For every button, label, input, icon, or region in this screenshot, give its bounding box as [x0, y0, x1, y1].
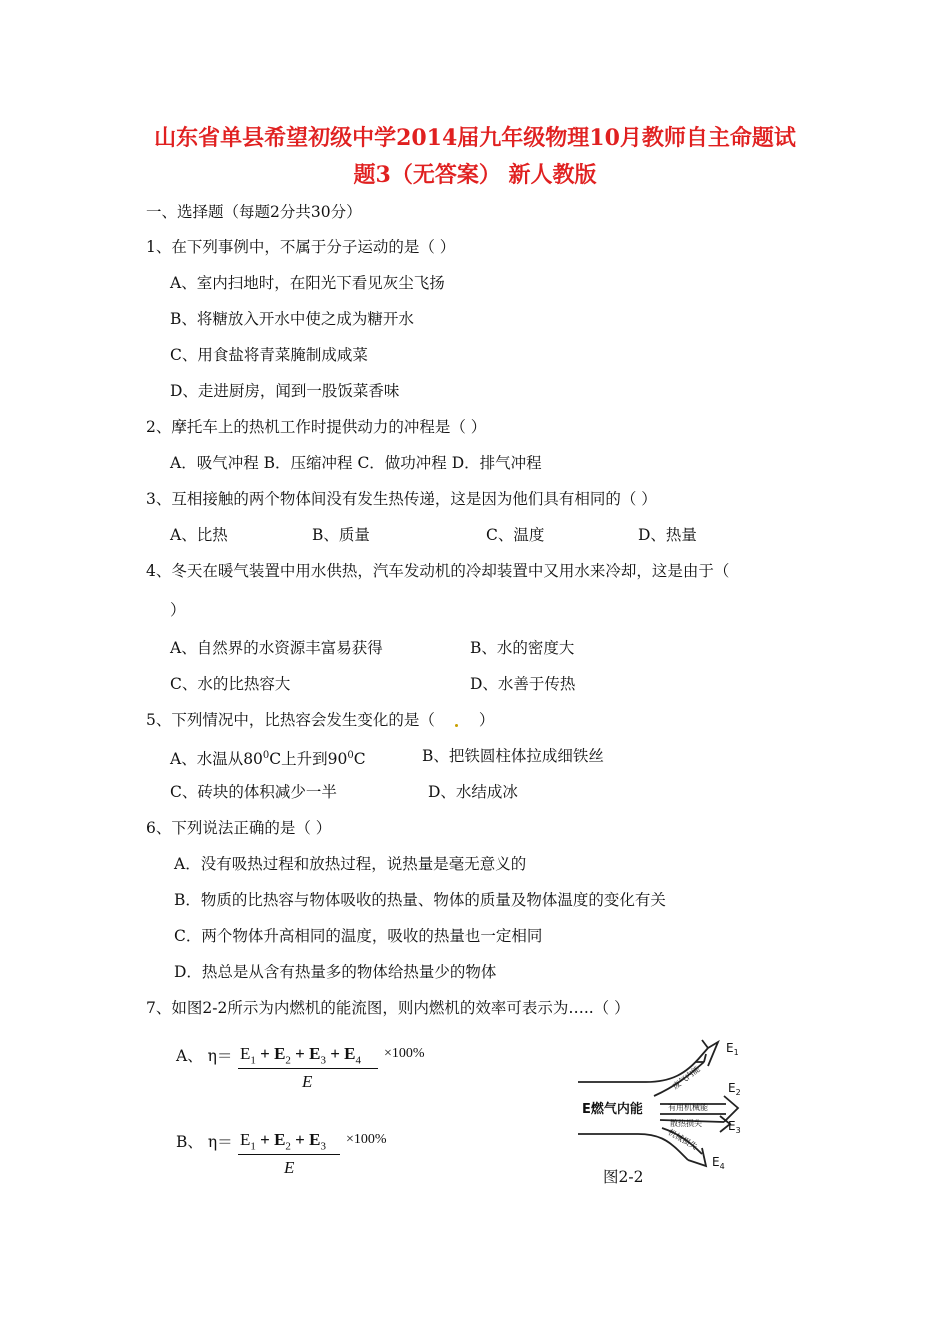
q2-options: A．吸气冲程 B．压缩冲程 C．做功冲程 D．排气冲程 [170, 454, 542, 472]
q5-option-d: D、水结成冰 [428, 783, 518, 801]
q3-option-b: B、质量 [312, 526, 370, 544]
fraction-bar [238, 1154, 340, 1155]
q1-option-b: B、将糖放入开水中使之成为糖开水 [170, 310, 414, 328]
formula-b-numerator: $E_1 + E_2 + E_3$ [240, 1130, 326, 1153]
q3-option-d: D、热量 [638, 526, 697, 544]
q5-stem-text: 5、下列情况中，比热容会发生变化的是（ [146, 711, 435, 729]
q5-option-c: C、砖块的体积减少一半 [170, 783, 337, 801]
dot-mark-icon [455, 724, 458, 727]
q5-stem-close: ） [478, 711, 495, 729]
q6-option-d: D．热总是从含有热量多的物体给热量少的物体 [174, 963, 497, 981]
q7-option-b-label: B、 η＝ [176, 1133, 233, 1151]
q5-option-b: B、把铁圆柱体拉成细铁丝 [422, 747, 604, 765]
figure-caption: 图2-2 [603, 1168, 644, 1186]
doc-title-line1: 山东省单县希望初级中学2014届九年级物理10月教师自主命题试 [154, 125, 796, 151]
q7-formula-a [238, 1040, 438, 1092]
q5-option-a: A、水温从$80^0C$上升到$90^0C$ [170, 750, 366, 769]
q1-stem: 1、在下列事例中，不属于分子运动的是（ ） [146, 238, 456, 256]
q1-option-d: D、走进厨房，闻到一股饭菜香味 [170, 382, 400, 400]
q1-option-a: A、室内扫地时，在阳光下看见灰尘飞扬 [170, 274, 445, 292]
band-exhaust-label: 废气内能 [671, 1064, 702, 1092]
q4-option-a: A、自然界的水资源丰富易获得 [170, 639, 383, 657]
formula-b-denominator: E [284, 1158, 295, 1177]
q7-option-a-label: A、 η＝ [176, 1047, 233, 1065]
q6-option-b: B．物质的比热容与物体吸收的热量、物体的质量及物体温度的变化有关 [174, 891, 666, 909]
q4-option-c: C、水的比热容大 [170, 675, 291, 693]
q6-stem: 6、下列说法正确的是（ ） [146, 819, 332, 837]
q3-option-c: C、温度 [486, 526, 545, 544]
q3-option-a: A、比热 [170, 526, 228, 544]
e4-label: $E_4$ [712, 1155, 725, 1171]
q7-stem: 7、如图2-2所示为内燃机的能流图，则内燃机的效率可表示为…..（ ） [146, 999, 630, 1017]
q4-option-b: B、水的密度大 [470, 639, 575, 657]
q3-stem: 3、互相接触的两个物体间没有发生热传递，这是因为他们具有相同的（ ） [146, 490, 657, 508]
q6-option-c: C．两个物体升高相同的温度，吸收的热量也一定相同 [174, 927, 543, 945]
section-heading: 一、选择题（每题2分共30分） [146, 203, 362, 221]
band-useful-label: 有用机械能 [668, 1103, 708, 1112]
q4-stem: 4、冬天在暖气装置中用水供热，汽车发动机的冷却装置中又用水来冷却，这是由于（ [146, 562, 730, 580]
energy-flow-diagram [576, 1034, 756, 1174]
q7-formula-b [238, 1126, 418, 1178]
band-mech-loss-label: 机械损失 [666, 1127, 699, 1152]
doc-title-line2: 题3（无答案） 新人教版 [353, 162, 597, 188]
e2-label: $E_2$ [728, 1081, 741, 1097]
q5-stem [146, 710, 494, 730]
formula-a-denominator: E [302, 1072, 313, 1091]
q6-option-a: A．没有吸热过程和放热过程，说热量是毫无意义的 [174, 855, 527, 873]
q2-stem: 2、摩托车上的热机工作时提供动力的冲程是（ ） [146, 418, 487, 436]
fraction-bar [238, 1068, 378, 1069]
formula-b-percent: ×100% [346, 1132, 387, 1147]
band-heat-loss-label: 散热损失 [670, 1119, 702, 1128]
q4-option-d: D、水善于传热 [470, 675, 576, 693]
e1-label: $E_1$ [726, 1041, 739, 1057]
q4-stem-end: ） [170, 601, 186, 619]
q1-option-c: C、用食盐将青菜腌制成咸菜 [170, 346, 368, 364]
answer-blank [435, 710, 479, 730]
flow-source-label: E燃气内能 [582, 1102, 643, 1117]
formula-a-percent: ×100% [384, 1046, 425, 1061]
formula-a-numerator: $E_1 + E_2 + E_3 + E_4$ [240, 1044, 361, 1067]
e3-label: $E_3$ [728, 1119, 741, 1135]
